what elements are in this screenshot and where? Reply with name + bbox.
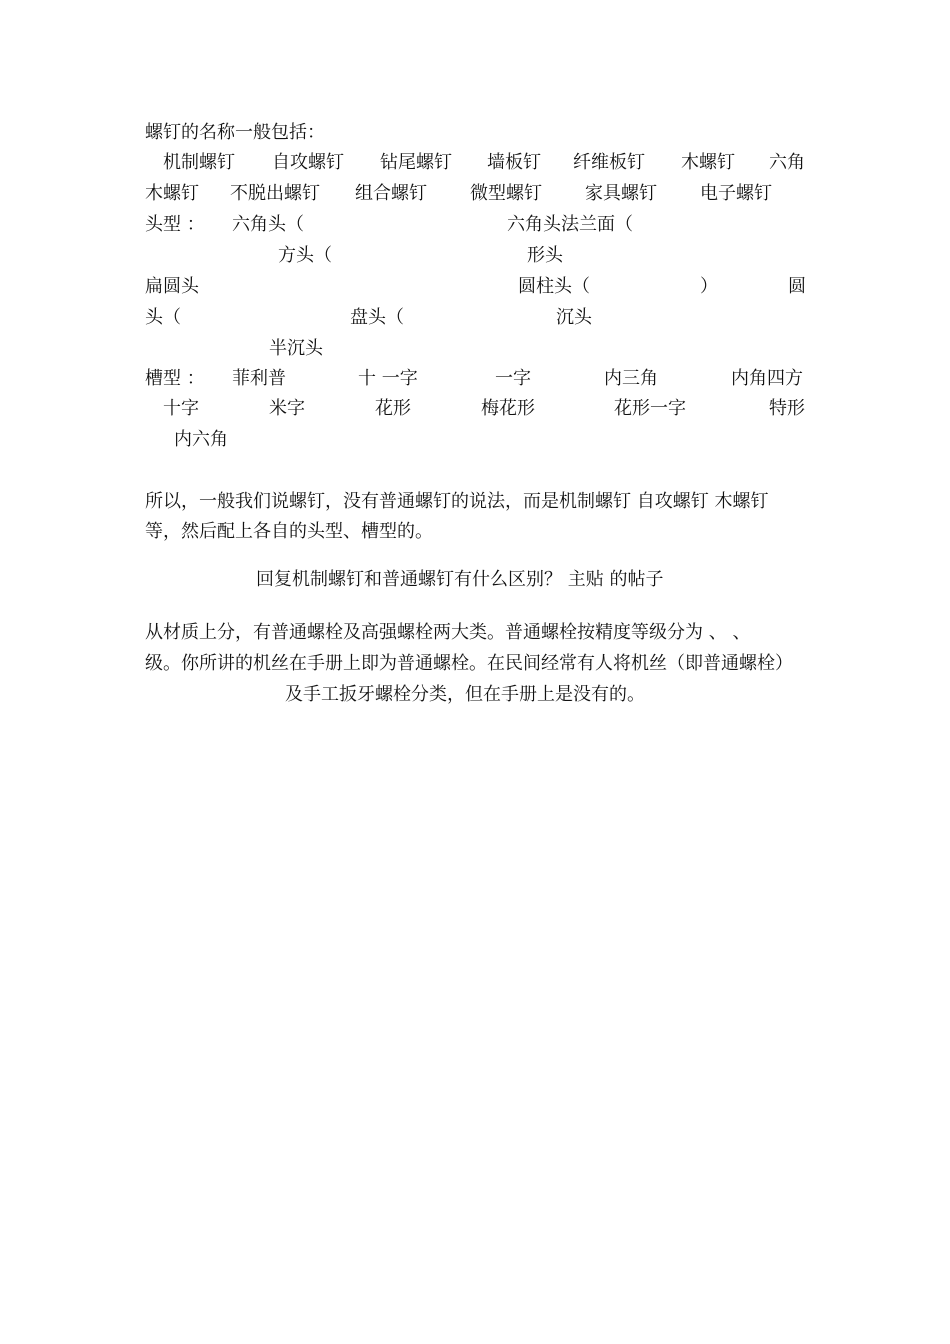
intro-line: 螺钉的名称一般包括： — [145, 122, 325, 143]
screw-name: 墙板钉 — [487, 152, 541, 173]
answer-line: 及手工扳牙螺栓分类，但在手册上是没有的。 — [285, 684, 645, 705]
head-type-label: 头型 ： — [145, 214, 205, 235]
reply-title: 回复机制螺钉和普通螺钉有什么区别？ 主贴 的帖子 — [256, 569, 664, 590]
screw-name: 六角 — [769, 152, 805, 173]
head-type-item: 方头（ — [278, 245, 332, 266]
screw-name: 纤维板钉 — [573, 152, 645, 173]
slot-type-item: 内三角 — [604, 368, 658, 389]
head-type-item: 沉头 — [556, 307, 592, 328]
answer-line: 级。你所讲的机丝在手册上即为普通螺栓。在民间经常有人将机丝（即普通螺栓） — [145, 653, 793, 674]
screw-name: 木螺钉 — [145, 183, 199, 204]
slot-type-item: 内六角 — [174, 429, 228, 450]
head-type-item: 圆柱头（ — [518, 276, 590, 297]
head-type-item: 盘头（ — [350, 307, 404, 328]
screw-name: 微型螺钉 — [470, 183, 542, 204]
slot-type-item: 特形 — [769, 398, 805, 419]
slot-type-item: 花形一字 — [614, 398, 686, 419]
head-type-item: 形头 — [527, 245, 563, 266]
head-type-item: 扁圆头 — [145, 276, 199, 297]
slot-type-item: 菲利普 — [232, 368, 286, 389]
summary-line: 等，然后配上各自的头型、槽型的。 — [145, 521, 433, 542]
head-type-item: 六角头（ — [232, 214, 304, 235]
screw-name: 木螺钉 — [681, 152, 735, 173]
slot-type-item: 米字 — [269, 398, 305, 419]
head-type-item: 六角头法兰面（ — [507, 214, 633, 235]
answer-line: 从材质上分，有普通螺栓及高强螺栓两大类。普通螺栓按精度等级分为 、 、 — [145, 622, 751, 643]
head-type-item: 圆 — [788, 276, 806, 297]
slot-type-item: 十 一字 — [358, 368, 418, 389]
head-type-item: ） — [700, 276, 718, 297]
screw-name: 电子螺钉 — [700, 183, 772, 204]
screw-name: 家具螺钉 — [585, 183, 657, 204]
slot-type-label: 槽型 ： — [145, 368, 205, 389]
screw-name: 钻尾螺钉 — [380, 152, 452, 173]
slot-type-item: 十字 — [163, 398, 199, 419]
summary-line: 所以，一般我们说螺钉，没有普通螺钉的说法，而是机制螺钉 自攻螺钉 木螺钉 — [145, 491, 769, 512]
screw-name: 自攻螺钉 — [272, 152, 344, 173]
slot-type-item: 花形 — [375, 398, 411, 419]
slot-type-item: 内角四方 — [731, 368, 803, 389]
head-type-item: 头（ — [145, 307, 181, 328]
screw-name: 不脱出螺钉 — [230, 183, 320, 204]
head-type-item: 半沉头 — [269, 338, 323, 359]
screw-name: 机制螺钉 — [163, 152, 235, 173]
slot-type-item: 一字 — [495, 368, 531, 389]
slot-type-item: 梅花形 — [481, 398, 535, 419]
screw-name: 组合螺钉 — [355, 183, 427, 204]
